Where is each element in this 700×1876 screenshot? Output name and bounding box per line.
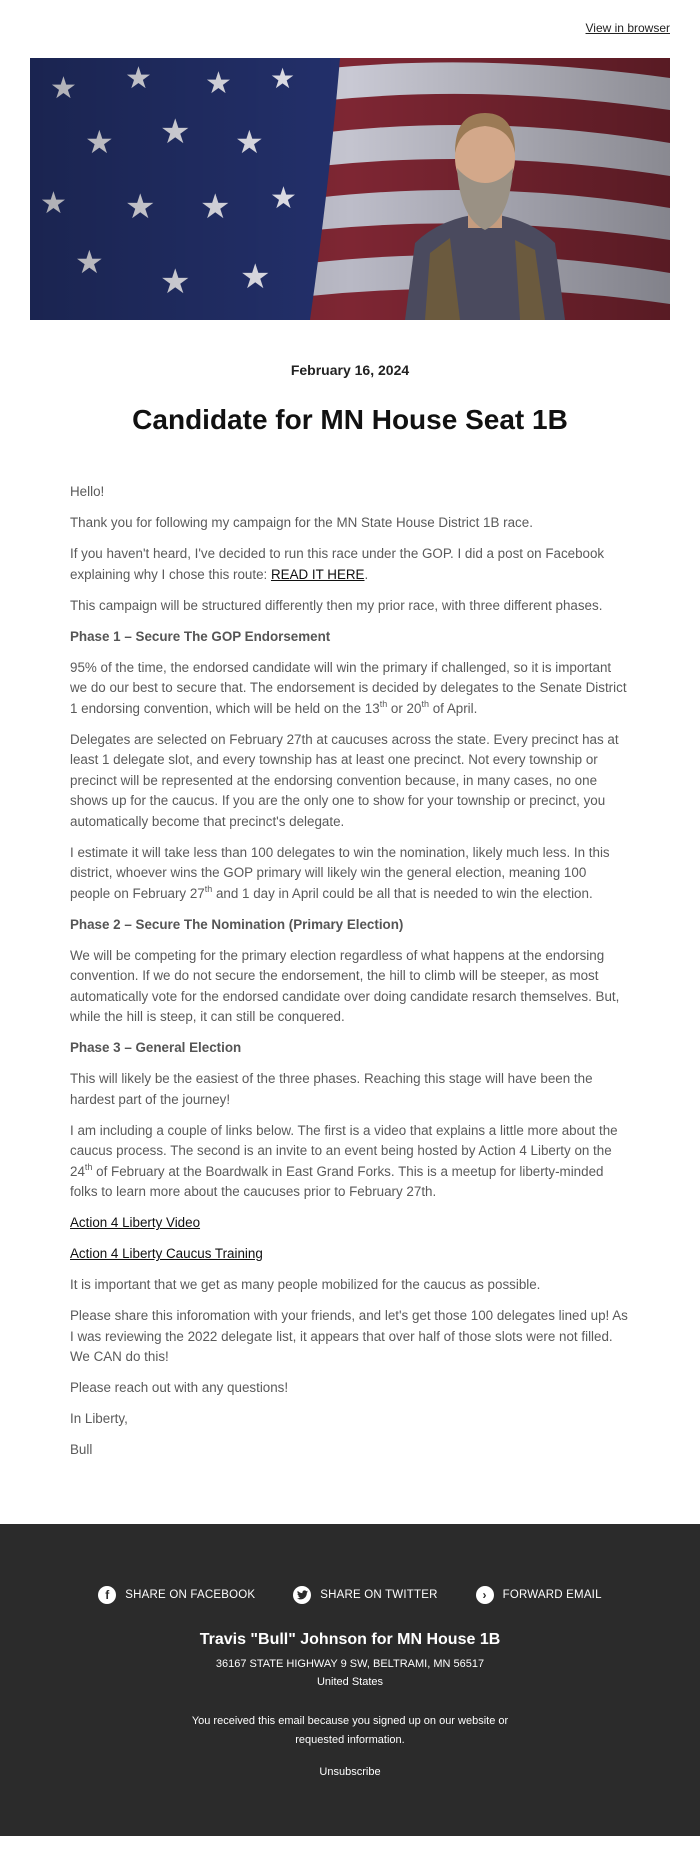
paragraph: Delegates are selected on February 27th at caucuses across the state. Every precinct has at least 1 delegate slot, and every township has at least one precinct. Not every township or precinct will be represented at the endorsing convention because, in many cases, no one shows up for the caucus. If you are the only one to show for your township or precinct, you automatically become that precinct's delegate.: [70, 731, 619, 829]
share-bar: [0, 1586, 700, 1604]
paragraph: Thank you for following my campaign for the MN State House District 1B race.: [70, 515, 533, 530]
paragraph: Please reach out with any questions!: [70, 1380, 289, 1395]
paragraph: It is important that we get as many people mobilized for the caucus as possible.: [70, 1277, 541, 1292]
phase-3-heading: Phase 3 – General Election: [70, 1040, 242, 1055]
paragraph: This will likely be the easiest of the three phases. Reaching this stage will have been the hardest part of the journey!: [70, 1071, 593, 1107]
forward-email-button[interactable]: › FORWARD EMAIL: [476, 1586, 602, 1604]
share-twitter-button[interactable]: SHARE ON TWITTER: [293, 1586, 437, 1604]
greeting: Hello!: [70, 484, 105, 499]
forward-arrow-icon: ›: [476, 1586, 494, 1604]
paragraph: 95% of the time, the endorsed candidate will win the primary if challenged, so it is important we do our best to secure that. The endorsement is decided by delegates to the Senate District 1 endorsing convention, which will be held on the 13th or 20th of April.: [70, 659, 627, 716]
organization-address: 36167 STATE HIGHWAY 9 SW, BELTRAMI, MN 56517 United States: [215, 1658, 485, 1688]
view-in-browser-link[interactable]: View in browser: [585, 21, 670, 35]
footer: [0, 1524, 700, 1836]
organization-name: Travis "Bull" Johnson for MN House 1B: [199, 1631, 501, 1648]
paragraph: Please share this inforomation with your friends, and let's get those 100 delegates lined up! As I was reviewing the 2022 delegate list, it appears that over half of those slots were not filled. We CAN do this!: [70, 1308, 628, 1364]
caucus-training-link[interactable]: Action 4 Liberty Caucus Training: [70, 1246, 263, 1261]
paragraph: If you haven't heard, I've decided to run this race under the GOP. I did a post on Facebook explaining why I chose this route: READ IT HERE.: [70, 546, 605, 582]
paragraph: I am including a couple of links below. The first is a video that explains a little more about the caucus process. The second is an invite to an event being hosted by Action 4 Liberty on the 24th of February at the Boardwalk in East Grand Forks. This is a meetup for liberty-minded folks to learn more about the caucuses prior to February 27th.: [70, 1122, 618, 1199]
phase-2-heading: Phase 2 – Secure The Nomination (Primary Election): [70, 916, 404, 932]
signoff: In Liberty,: [70, 1411, 128, 1426]
share-facebook-button[interactable]: f SHARE ON FACEBOOK: [98, 1586, 255, 1604]
signature: Bull: [70, 1442, 93, 1457]
flag-portrait-illustration: [30, 58, 670, 320]
email-date: February 16, 2024: [290, 362, 410, 378]
paragraph: I estimate it will take less than 100 delegates to win the nomination, likely much less. In this district, whoever wins the GOP primary will likely win the general election, meaning 100 people on February 27th and 1 day in April could be all that is needed to win the election.: [70, 844, 610, 901]
facebook-icon: f: [98, 1586, 116, 1604]
unsubscribe-link[interactable]: Unsubscribe: [319, 1766, 381, 1778]
top-bar: [0, 0, 700, 58]
paragraph: This campaign will be structured differently then my prior race, with three different phases.: [70, 597, 603, 613]
email-body: [70, 482, 630, 1471]
subscription-notice: You received this email because you signed up on our website or requested information.: [191, 1715, 509, 1746]
email-title: Candidate for MN House Seat 1B: [132, 404, 568, 435]
hero-image: [30, 58, 670, 320]
read-it-here-link[interactable]: READ IT HERE: [270, 566, 365, 582]
twitter-icon: [293, 1586, 311, 1604]
phase-1-heading: Phase 1 – Secure The GOP Endorsement: [70, 628, 331, 644]
link-paragraph: [70, 1213, 630, 1234]
action-4-liberty-video-link[interactable]: Action 4 Liberty Video: [70, 1215, 201, 1230]
link-paragraph: [70, 1244, 630, 1265]
paragraph: We will be competing for the primary election regardless of what happens at the endorsing convention. If we do not secure the endorsement, the hill to climb will be steeper, as most automatically vote for the endorsed candidate over doing candidate resarch themselves. But, while the hill is steep, it can still be conquered.: [70, 947, 620, 1024]
